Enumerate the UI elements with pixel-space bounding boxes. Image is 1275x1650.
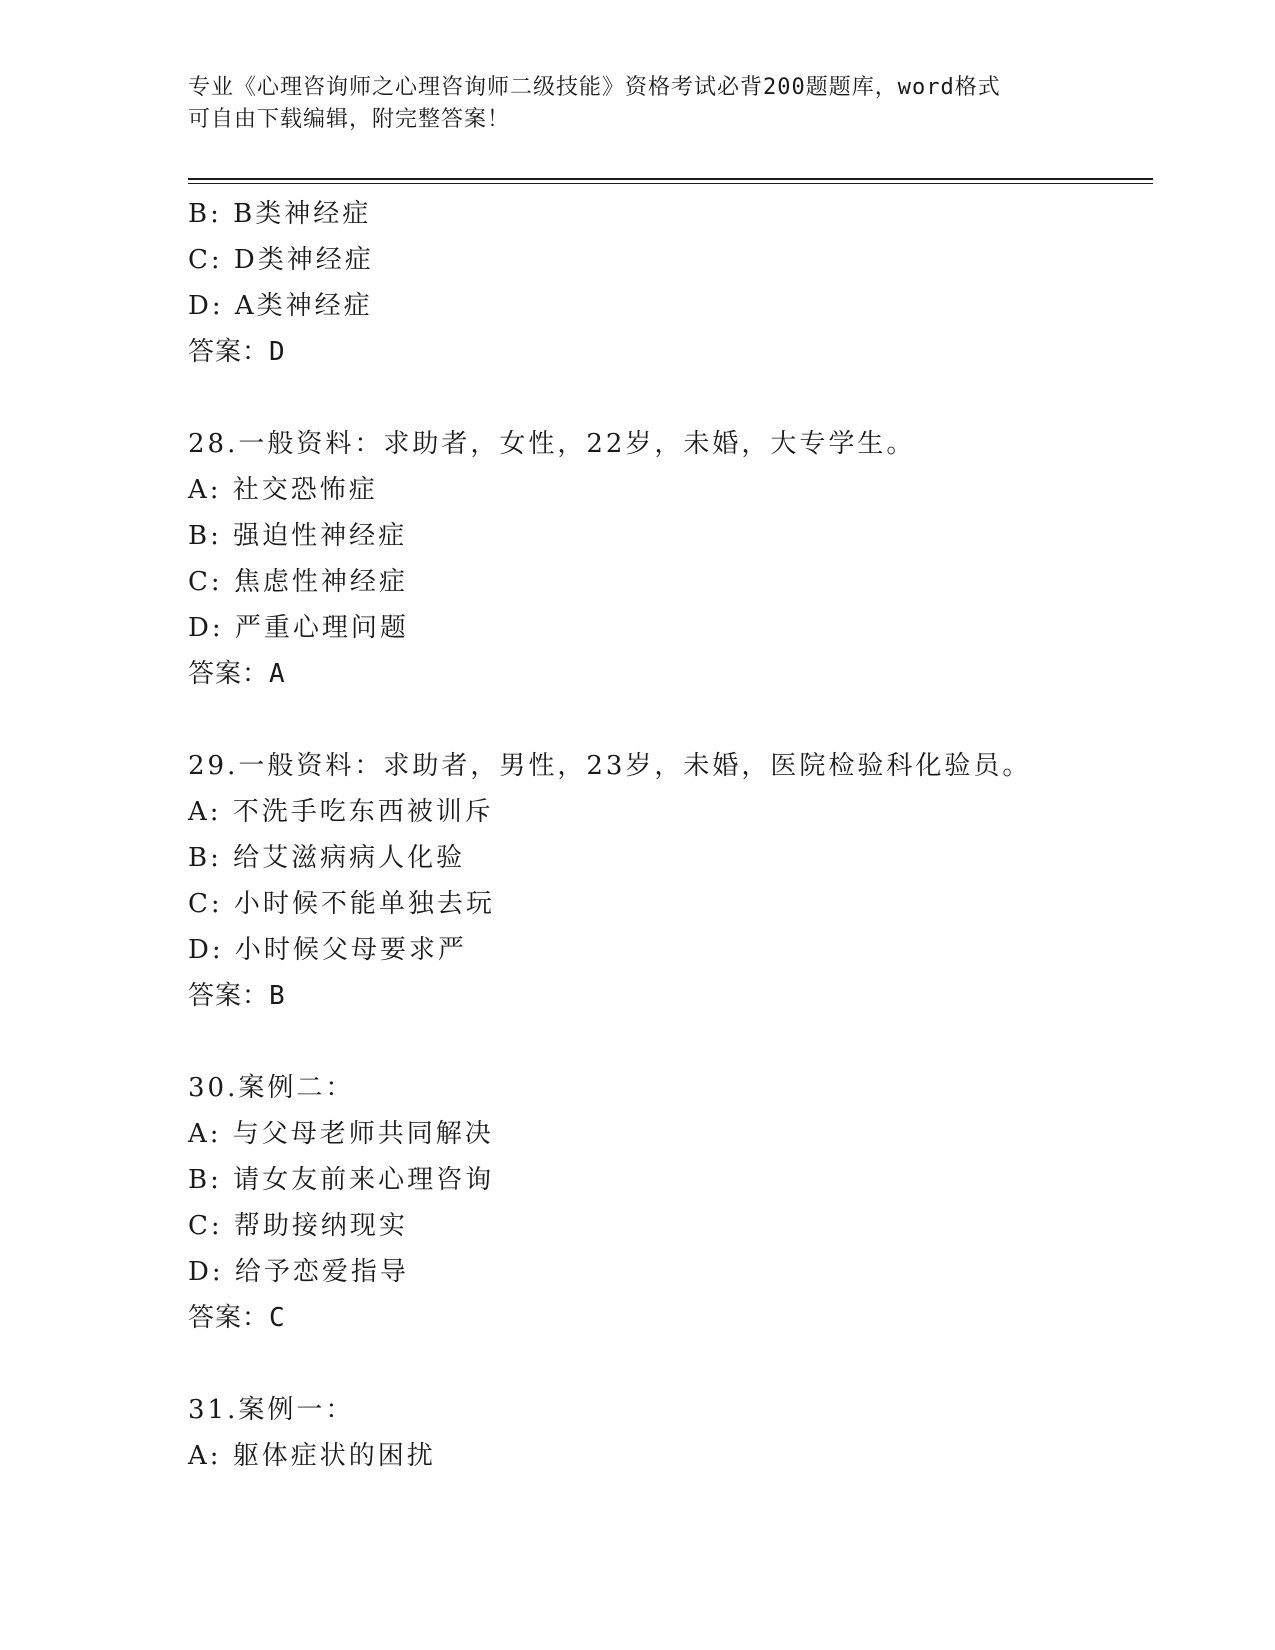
question-stem: 29.一般资料：求助者，男性，23岁，未婚，医院检验科化验员。 [188,751,1032,781]
answer-label: 答案： [188,659,270,689]
question-29 [188,743,1148,1019]
option-c: C: 小时候不能单独去玩 [188,889,495,919]
answer-label: 答案： [188,1303,270,1333]
option-a: A: 与父母老师共同解决 [188,1119,494,1149]
answer-label: 答案： [188,337,270,367]
question-list [188,191,1148,1479]
question-stem: 28.一般资料：求助者，女性，22岁，未婚，大专学生。 [188,429,916,459]
spacer [188,1341,1148,1387]
answer-label: 答案： [188,981,270,1011]
option-b: B: 强迫性神经症 [188,521,408,551]
answer-value: A [269,659,286,689]
option-b: B: 请女友前来心理咨询 [188,1165,495,1195]
header-title-line-2: 可自由下载编辑，附完整答案！ [188,107,511,132]
spacer [188,375,1148,421]
answer-value: B [269,981,286,1011]
option-c: C: 帮助接纳现实 [188,1211,408,1241]
option-c: C: D类神经症 [188,245,374,275]
answer-value: C [269,1303,286,1333]
option-d: D: 小时候父母要求严 [188,935,467,965]
answer-line [188,973,1148,1019]
option-d: D: A类神经症 [188,291,373,321]
header-divider-thick [188,178,1153,180]
question-30 [188,1065,1148,1341]
option-d: D: 给予恋爱指导 [188,1257,409,1287]
option-b: B: B类神经症 [188,199,372,229]
option-a: A: 社交恐怖症 [188,475,378,505]
option-a: A: 躯体症状的困扰 [188,1441,436,1471]
question-stem: 31.案例一： [188,1395,355,1425]
answer-value: D [269,337,286,367]
spacer [188,1019,1148,1065]
option-a: A: 不洗手吃东西被训斥 [188,797,494,827]
question-27-fragment [188,191,1148,375]
document-header [188,72,1088,136]
header-title-line-1: 专业《心理咨询师之心理咨询师二级技能》资格考试必背200题题库，word格式 [188,75,1001,100]
answer-line [188,1295,1148,1341]
question-31 [188,1387,1148,1479]
header-divider-thin [188,183,1153,184]
question-28 [188,421,1148,697]
question-stem: 30.案例二： [188,1073,355,1103]
option-b: B: 给艾滋病病人化验 [188,843,466,873]
option-c: C: 焦虑性神经症 [188,567,408,597]
answer-line [188,329,1148,375]
answer-line [188,651,1148,697]
option-d: D: 严重心理问题 [188,613,409,643]
spacer [188,697,1148,743]
